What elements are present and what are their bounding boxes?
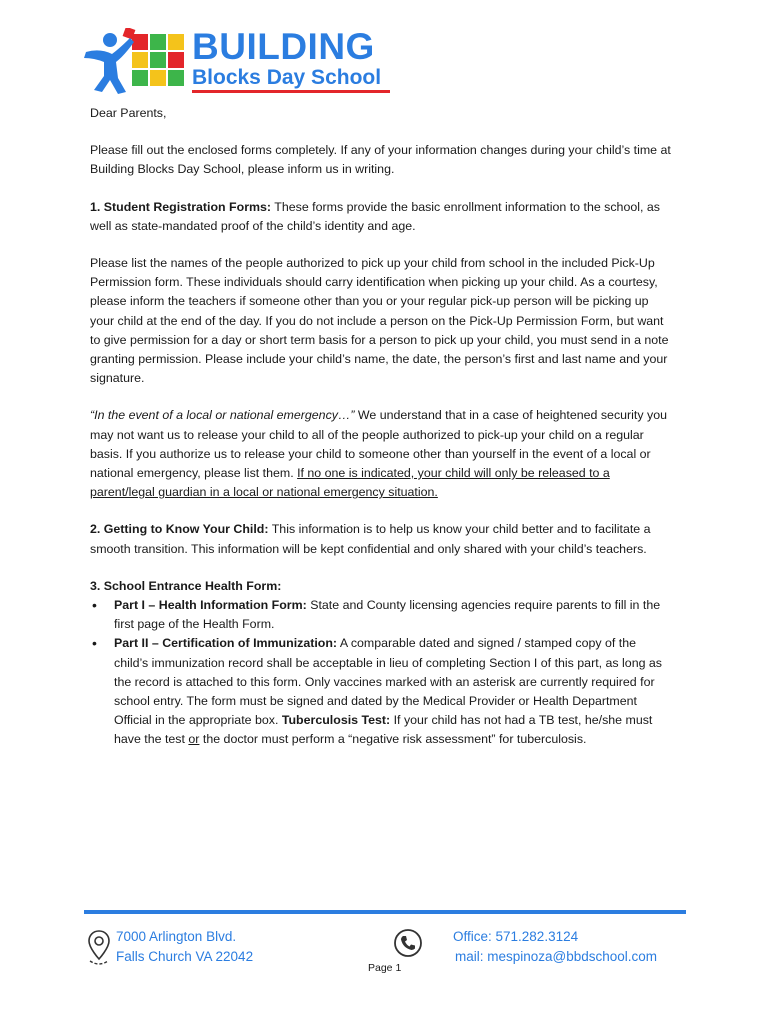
logo-title: BUILDING <box>192 26 375 67</box>
logo-underline <box>192 90 390 93</box>
address-line-1: 7000 Arlington Blvd. <box>116 929 237 944</box>
section-3-heading-text: 3. School Entrance Health Form: <box>90 578 282 593</box>
emergency-underlined-note: If no one is indicated, your child will only be released to a parent/legal guardian in a local or national emergency situation. <box>90 466 610 500</box>
page-number: Page 1 <box>368 962 402 974</box>
office-phone: Office: 571.282.3124 <box>453 929 579 944</box>
part-1-text: State and County licensing agencies require parents to fill in the first page of the Health Form. <box>114 598 661 632</box>
section-2-heading: 2. Getting to Know Your Child: <box>90 522 269 537</box>
address-line-2: Falls Church VA 22042 <box>116 949 254 964</box>
intro-paragraph: Please fill out the enclosed forms completely. If any of your information changes during your child’s time at Building Blocks Day School, please inform us in writing. <box>90 143 671 177</box>
section-2-text: This information is to help us know your child better and to facilitate a smooth transition. This information will be kept confidential and only shared with your child’s teachers. <box>90 522 651 556</box>
phone-icon <box>393 928 423 958</box>
part-2-heading: Part II – Certification of Immunization: <box>114 636 338 651</box>
section-1-heading: 1. Student Registration Forms: <box>90 199 272 214</box>
location-pin-icon <box>86 928 112 968</box>
letter-body <box>90 104 672 750</box>
health-form-list <box>90 596 672 750</box>
list-item-part-1 <box>114 596 672 634</box>
section-1-text: These forms provide the basic enrollment information to the school, as well as state-mandated proof of the child’s identity and age. <box>90 199 660 233</box>
tb-heading: Tuberculosis Test: <box>281 713 391 728</box>
tb-or: or <box>188 732 200 747</box>
emergency-quote: “In the event of a local or national emergency…” <box>90 408 355 423</box>
part-2-text: A comparable dated and signed / stamped copy of the child’s immunization record shall be acceptable in lieu of completing Section I of this part, as long as the record is attached to this form. Only vaccines marked with an asterisk are currently required for school entry. The form must be signed and dated by the Medical Provider or Health Department Official in the appropriate box. <box>114 636 663 728</box>
emergency-text: We understand that in a case of heightened security you may not want us to release your child to all of the people authorized to pick-up your child on a regular basis. If you authorize us to release your child to someone other than yourself in the event of a local or national emergency, please list them. <box>90 408 667 481</box>
tb-text-a: If your child has not had a TB test, he/she must have the test <box>114 713 653 747</box>
logo-subtitle: Blocks Day School <box>192 66 382 89</box>
part-1-heading: Part I – Health Information Form: <box>114 598 307 613</box>
emergency-paragraph <box>90 406 672 502</box>
section-3-heading <box>90 577 672 596</box>
pickup-paragraph: Please list the names of the people authorized to pick up your child from school in the included Pick-Up Permission form. These individuals should carry identification when picking up your child. As a courtesy, please inform the teachers if someone other than you or your regular pick-up person will be picking up your child at the end of the day. If you do not include a person on the Pick-Up Permission Form, but want to give permission for a day or short term basis for a person to pick up your child, you must send in a note granting permission. Please include your child’s name, the date, the person’s first and last name and your signature. <box>90 256 669 386</box>
tb-text-b: the doctor must perform a “negative risk assessment” for tuberculosis. <box>199 732 587 747</box>
section-2-paragraph <box>90 520 672 558</box>
school-logo <box>82 28 402 96</box>
list-item-part-2 <box>114 634 672 749</box>
footer-divider <box>84 910 686 914</box>
section-1-paragraph <box>90 198 672 236</box>
contact-email: mail: mespinoza@bbdschool.com <box>455 949 658 964</box>
building-blocks-logo-icon <box>82 28 190 96</box>
salutation: Dear Parents, <box>90 106 167 120</box>
